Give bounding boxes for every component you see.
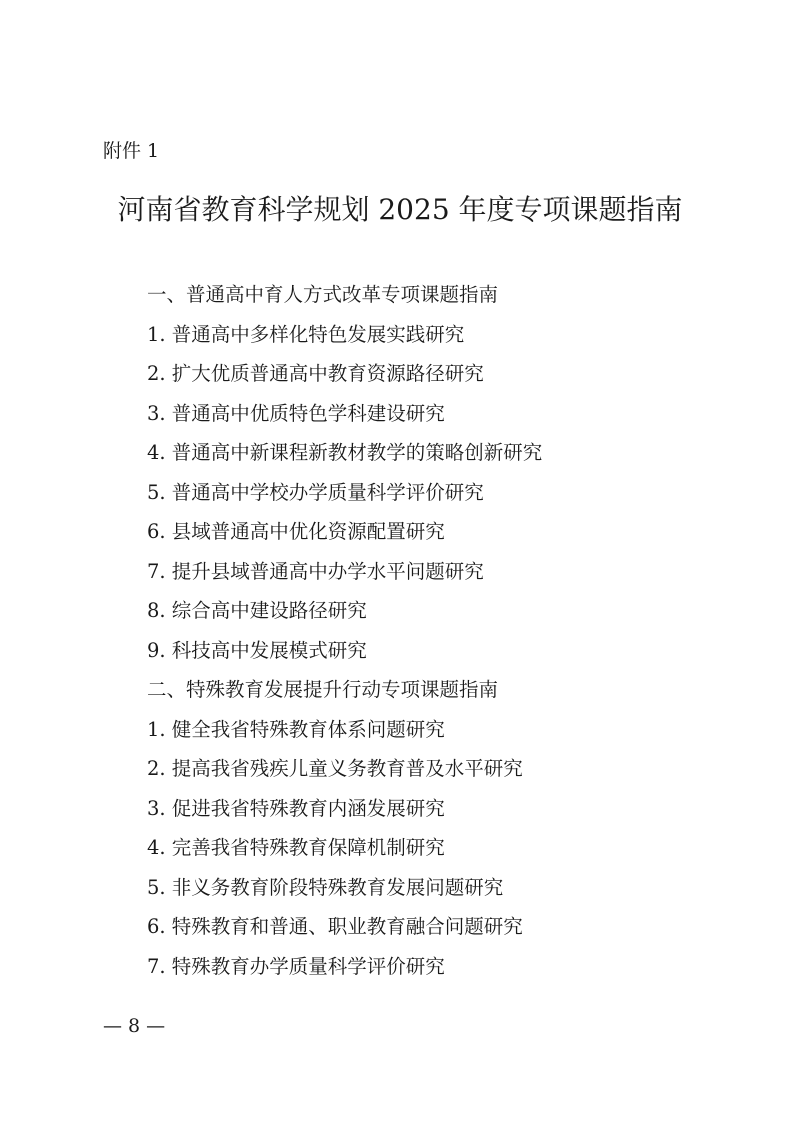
topic-item: 4. 普通高中新课程新教材教学的策略创新研究 [147,441,543,464]
topic-item: 2. 扩大优质普通高中教育资源路径研究 [147,362,484,385]
topic-item: 8. 综合高中建设路径研究 [147,599,367,622]
topic-item: 5. 普通高中学校办学质量科学评价研究 [147,480,484,504]
page-number: — 8 — [103,1015,166,1037]
topic-guide-list [147,279,542,990]
attachment-label: 附件 1 [103,140,160,162]
topic-item: 1. 健全我省特殊教育体系问题研究 [147,717,445,741]
document-title: 河南省教育科学规划 2025 年度专项课题指南 [117,193,683,226]
topic-item: 3. 普通高中优质特色学科建设研究 [147,401,445,425]
topic-item: 2. 提高我省残疾儿童义务教育普及水平研究 [147,757,523,780]
topic-item: 7. 提升县域普通高中办学水平问题研究 [147,559,484,583]
topic-item: 7. 特殊教育办学质量科学评价研究 [147,954,445,978]
section-heading-2: 二、特殊教育发展提升行动专项课题指南 [147,678,499,701]
section-heading-1: 一、普通高中育人方式改革专项课题指南 [147,283,499,306]
topic-item: 6. 特殊教育和普通、职业教育融合问题研究 [147,915,523,938]
topic-item: 9. 科技高中发展模式研究 [147,638,367,662]
topic-item: 4. 完善我省特殊教育保障机制研究 [147,836,445,859]
topic-item: 3. 促进我省特殊教育内涵发展研究 [147,796,445,820]
topic-item: 6. 县域普通高中优化资源配置研究 [147,520,445,543]
topic-item: 1. 普通高中多样化特色发展实践研究 [147,322,465,346]
topic-item: 5. 非义务教育阶段特殊教育发展问题研究 [147,875,504,899]
